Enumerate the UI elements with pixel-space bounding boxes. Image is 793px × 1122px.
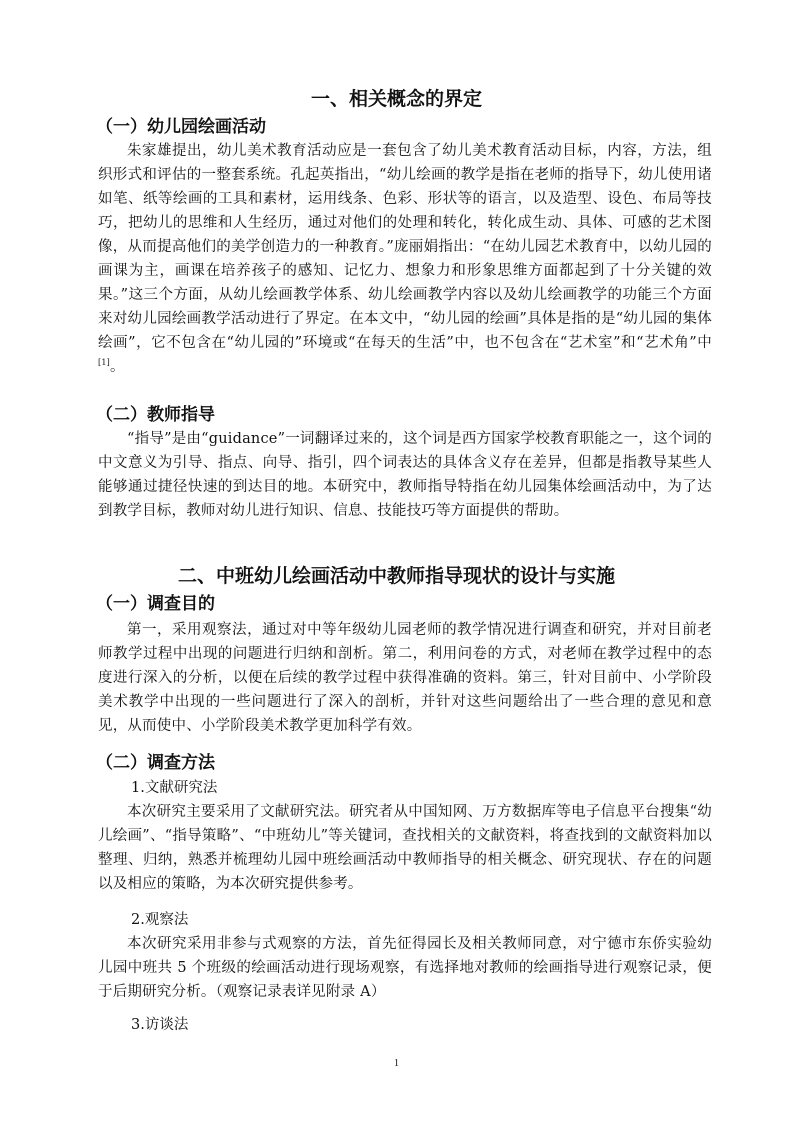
method-1-title: 1.文献研究法 (131, 780, 218, 796)
section-1-title: 一、相关概念的界定 (310, 88, 482, 110)
citation-ref: [1] (98, 358, 110, 368)
subsection-2-1-title: （一）调查目的 (96, 594, 215, 614)
method-3-title: 3.访谈法 (131, 1017, 189, 1033)
subsection-2-2-title: （二）调查方法 (96, 753, 215, 773)
page-number: 1 (394, 1058, 399, 1069)
section-2-title: 二、中班幼儿绘画活动中教师指导现状的设计与实施 (177, 565, 615, 587)
subsection-2-1-paragraph: 第一，采用观察法，通过对中等年级幼儿园老师的教学情况进行调查和研究，并对目前老师教学过程中出现的问题进行归纳和剖析。第二，利用问卷的方式，对老师在教学过程中的态度进行深入的分析，以便在后续的教学过程中获得准确的资料。第三，针对目前中、小学阶段美术教学中出现的一些问题进行了深入的剖析，并针对这些问题给出了一些合理的意见和意见，从而使中、小学阶段美术教学更加科学有效。 (98, 622, 712, 734)
method-2-paragraph: 本次研究采用非参与式观察的方法，首先征得园长及相关教师同意，对宁德市东侨实验幼儿园中班共 5 个班级的绘画活动进行现场观察，有选择地对教师的绘画指导进行观察记录，便于后期研究分析。（观察记录表详见附录 A） (98, 936, 712, 1000)
subsection-1-1-paragraph (98, 139, 712, 379)
subsection-1-2-paragraph: “指导”是由“guidance”一词翻译过来的，这个词是西方国家学校教育职能之一，这个词的中文意义为引导、指点、向导、指引，四个词表达的具体含义存在差异，但都是指教导某些人能够通过捷径快速的到达目的地。本研究中，教师指导特指在幼儿园集体绘画活动中，为了达到教学目标，教师对幼儿进行知识、信息、技能技巧等方面提供的帮助。 (98, 431, 712, 519)
method-1-paragraph: 本次研究主要采用了文献研究法。研究者从中国知网、万方数据库等电子信息平台搜集“幼儿绘画”、“指导策略”、“中班幼儿”等关键词，查找相关的文献资料，将查找到的文献资料加以整理、归纳，熟悉并梳理幼儿园中班绘画活动中教师指导的相关概念、研究现状、存在的问题以及相应的策略，为本次研究提供参考。 (98, 804, 712, 892)
paragraph-end: 。 (109, 359, 125, 375)
method-2-title: 2.观察法 (131, 912, 189, 928)
subsection-1-1-title: （一）幼儿园绘画活动 (96, 117, 266, 137)
subsection-1-2-title: （二）教师指导 (96, 405, 215, 425)
paragraph-text: 朱家雄提出，幼儿美术教育活动应是一套包含了幼儿美术教育活动目标，内容，方法，组织形式和评估的一整套系统。孔起英指出，“幼儿绘画的教学是指在老师的指导下，幼儿使用诸如笔、纸等绘画的工具和素材，运用线条、色彩、形状等的语言，以及造型、设色、布局等技巧，把幼儿的思维和人生经历，通过对他们的处理和转化，转化成生动、具体、可感的艺术图像，从而提高他们的美学创造力的一种教育。”庞丽娟指出：“在幼儿园艺术教育中，以幼儿园的画课为主，画课在培养孩子的感知、记忆力、想象力和形象思维方面都起到了十分关键的效果。”这三个方面，从幼儿绘画教学体系、幼儿绘画教学内容以及幼儿绘画教学的功能三个方面来对幼儿园绘画教学活动进行了界定。在本文中，“幼儿园的绘画”具体是指的是“幼儿园的集体绘画”，它不包含在“幼儿园的”环境或“在每天的生活”中，也不包含在“艺术室”和“艺术角”中 (98, 143, 712, 351)
